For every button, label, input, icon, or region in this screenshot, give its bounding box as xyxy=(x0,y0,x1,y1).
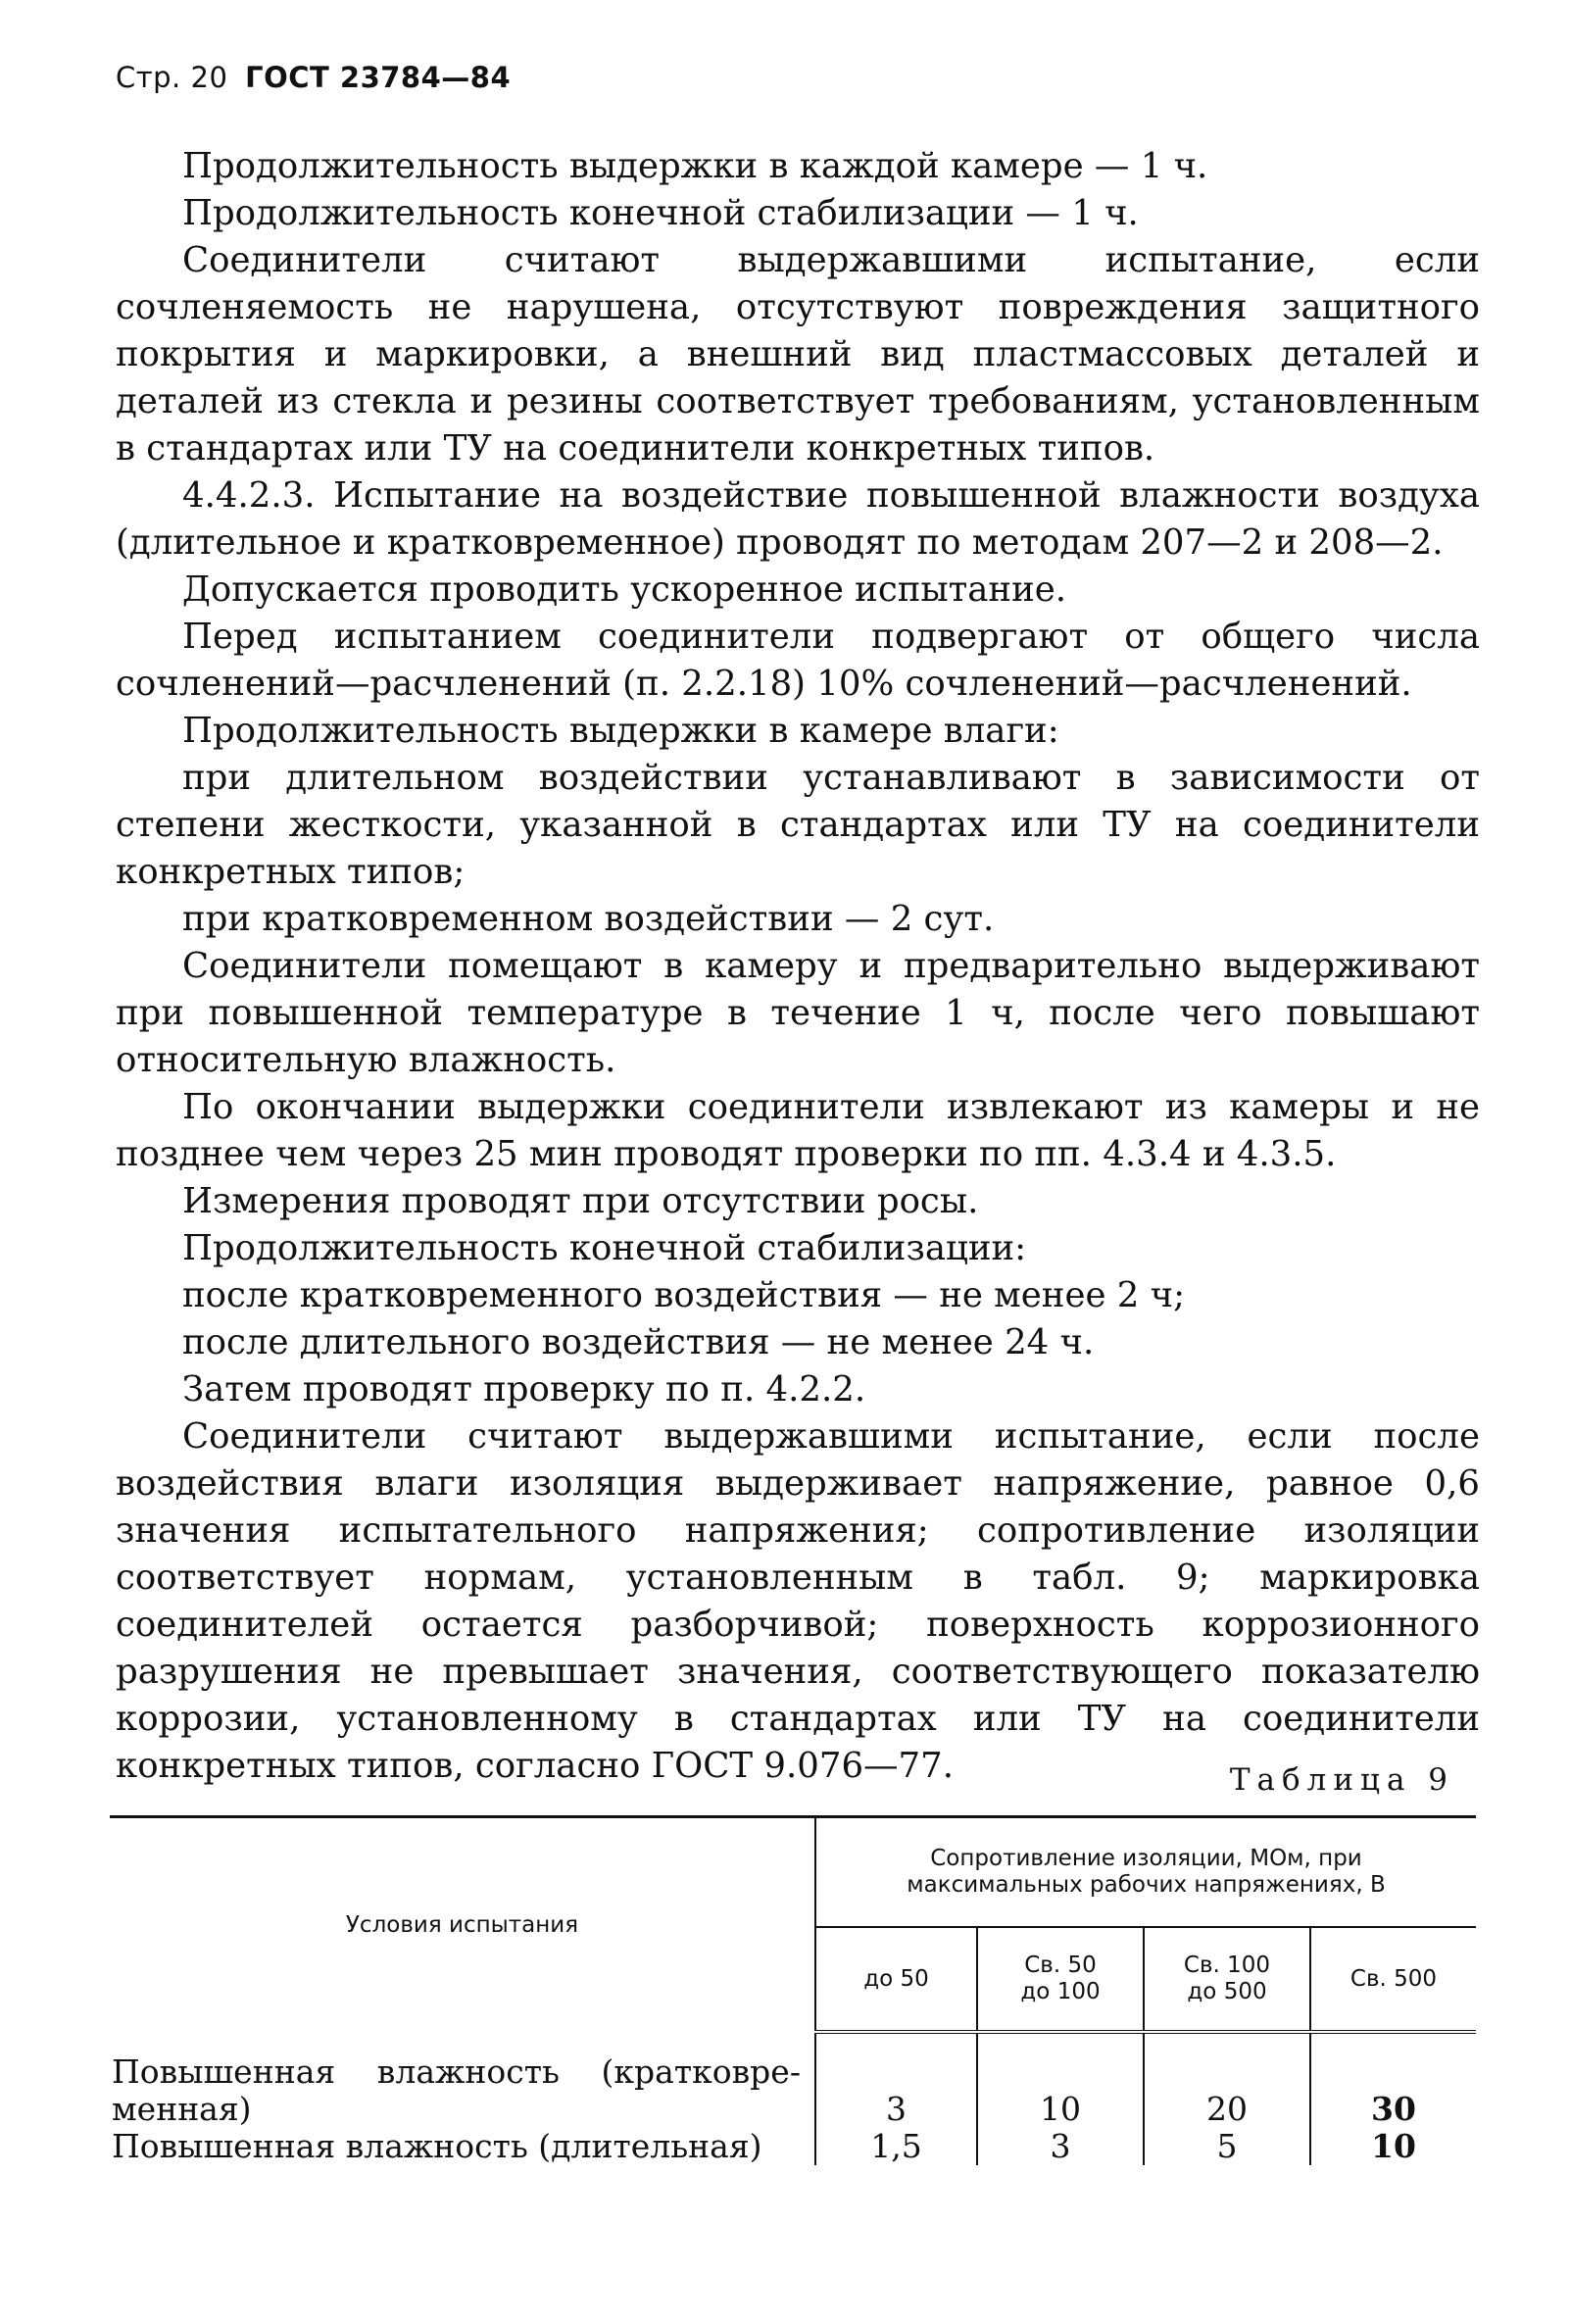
subcolumn-header: до 50 xyxy=(815,1927,977,2032)
table-row xyxy=(110,2032,1476,2128)
value-cell: 1,5 xyxy=(815,2128,977,2165)
table-row xyxy=(110,2128,1476,2165)
paragraph: Перед испытанием соединители подвергают от общего числа сочленений—расчленений (п. 2.2.18) 10% сочленений—расчленений. xyxy=(116,617,1480,704)
subcolumn-header: Св. 50 до 100 xyxy=(977,1927,1144,2032)
paragraph: при кратковременном воздействии — 2 сут. xyxy=(182,899,995,939)
paragraph: Продолжительность выдержки в каждой камере — 1 ч. xyxy=(182,146,1208,186)
paragraph: после кратковременного воздействия — не менее 2 ч; xyxy=(182,1275,1186,1315)
standard-number: ГОСТ 23784—84 xyxy=(245,61,512,94)
table-caption: Таблица 9 xyxy=(1229,1762,1454,1798)
paragraph: Затем проводят проверку по п. 4.2.2. xyxy=(182,1369,866,1409)
paragraph: Соединители помещают в камеру и предварительно выдерживают при повышенной температуре в течение 1 ч, после чего повышают относительную влажность. xyxy=(116,946,1480,1080)
subcolumn-header: Св. 500 xyxy=(1310,1927,1476,2032)
paragraph: Допускается проводить ускоренное испытание. xyxy=(182,569,1067,610)
paragraph: Измерения проводят при отсутствии росы. xyxy=(182,1181,979,1221)
paragraph: Соединители считают выдержавшими испытание, если сочленяемость не нарушена, отсутствуют повреждения защитного покрытия и маркировки, а внешний вид пластмассовых деталей и деталей из стекла и резины соответствует требованиям, установленным в стандартах или ТУ на соединители конкретных типов. xyxy=(116,240,1480,469)
paragraph: Соединители считают выдержавшими испытание, если после воздействия влаги изоляция выдерживает напряжение, равное 0,6 значения испытательного напряжения; сопротивление изоляции соответствует нормам, установленным в табл. 9; маркировка соединителей остается разборчивой; поверхность коррозионного разрушения не превышает значения, соответствующего показателю коррозии, установленному в стандартах или ТУ на соединители конкретных типов, согласно ГОСТ 9.076—77. xyxy=(116,1416,1480,1786)
section-4-4-2-3: 4.4.2.3. Испытание на воздействие повышенной влажности воздуха (длительное и кратковременное) проводят по методам 207—2 и 208—2. xyxy=(116,475,1480,563)
group-header-line: Сопротивление изоляции, МОм, при xyxy=(930,1846,1362,1871)
condition-cell: Повышенная влажность (кратковре- менная) xyxy=(112,2052,801,2128)
page-header xyxy=(116,61,511,94)
value-cell: 5 xyxy=(1144,2128,1310,2165)
value-cell: 10 xyxy=(1310,2128,1476,2165)
body-text xyxy=(116,143,1480,1790)
value-cell: 10 xyxy=(977,2032,1144,2128)
subcolumn-header: Св. 100 до 500 xyxy=(1144,1927,1310,2032)
paragraph: при длительном воздействии устанавливают в зависимости от степени жесткости, указанной в стандартах или ТУ на соединители конкретных типов; xyxy=(116,758,1480,892)
page-number: Стр. 20 xyxy=(116,61,228,94)
paragraph: Продолжительность конечной стабилизации: xyxy=(182,1228,1027,1268)
value-cell: 3 xyxy=(815,2032,977,2128)
condition-cell: Повышенная влажность (длительная) xyxy=(112,2127,762,2165)
paragraph: Продолжительность конечной стабилизации — 1 ч. xyxy=(182,193,1139,233)
paragraph: По окончании выдержки соединители извлекают из камеры и не позднее чем через 25 мин проводят проверки по пп. 4.3.4 и 4.3.5. xyxy=(116,1087,1480,1174)
insulation-resistance-table xyxy=(110,1815,1476,2165)
value-cell: 3 xyxy=(977,2128,1144,2165)
value-cell: 20 xyxy=(1144,2032,1310,2128)
group-header-line: максимальных рабочих напряжениях, В xyxy=(907,1872,1386,1898)
column-group-header xyxy=(815,1817,1476,1928)
paragraph: Продолжительность выдержки в камере влаги: xyxy=(182,711,1059,751)
value-cell: 30 xyxy=(1310,2032,1476,2128)
paragraph: после длительного воздействия — не менее 24 ч. xyxy=(182,1322,1095,1362)
column-header-conditions: Условия испытания xyxy=(110,1817,815,2033)
